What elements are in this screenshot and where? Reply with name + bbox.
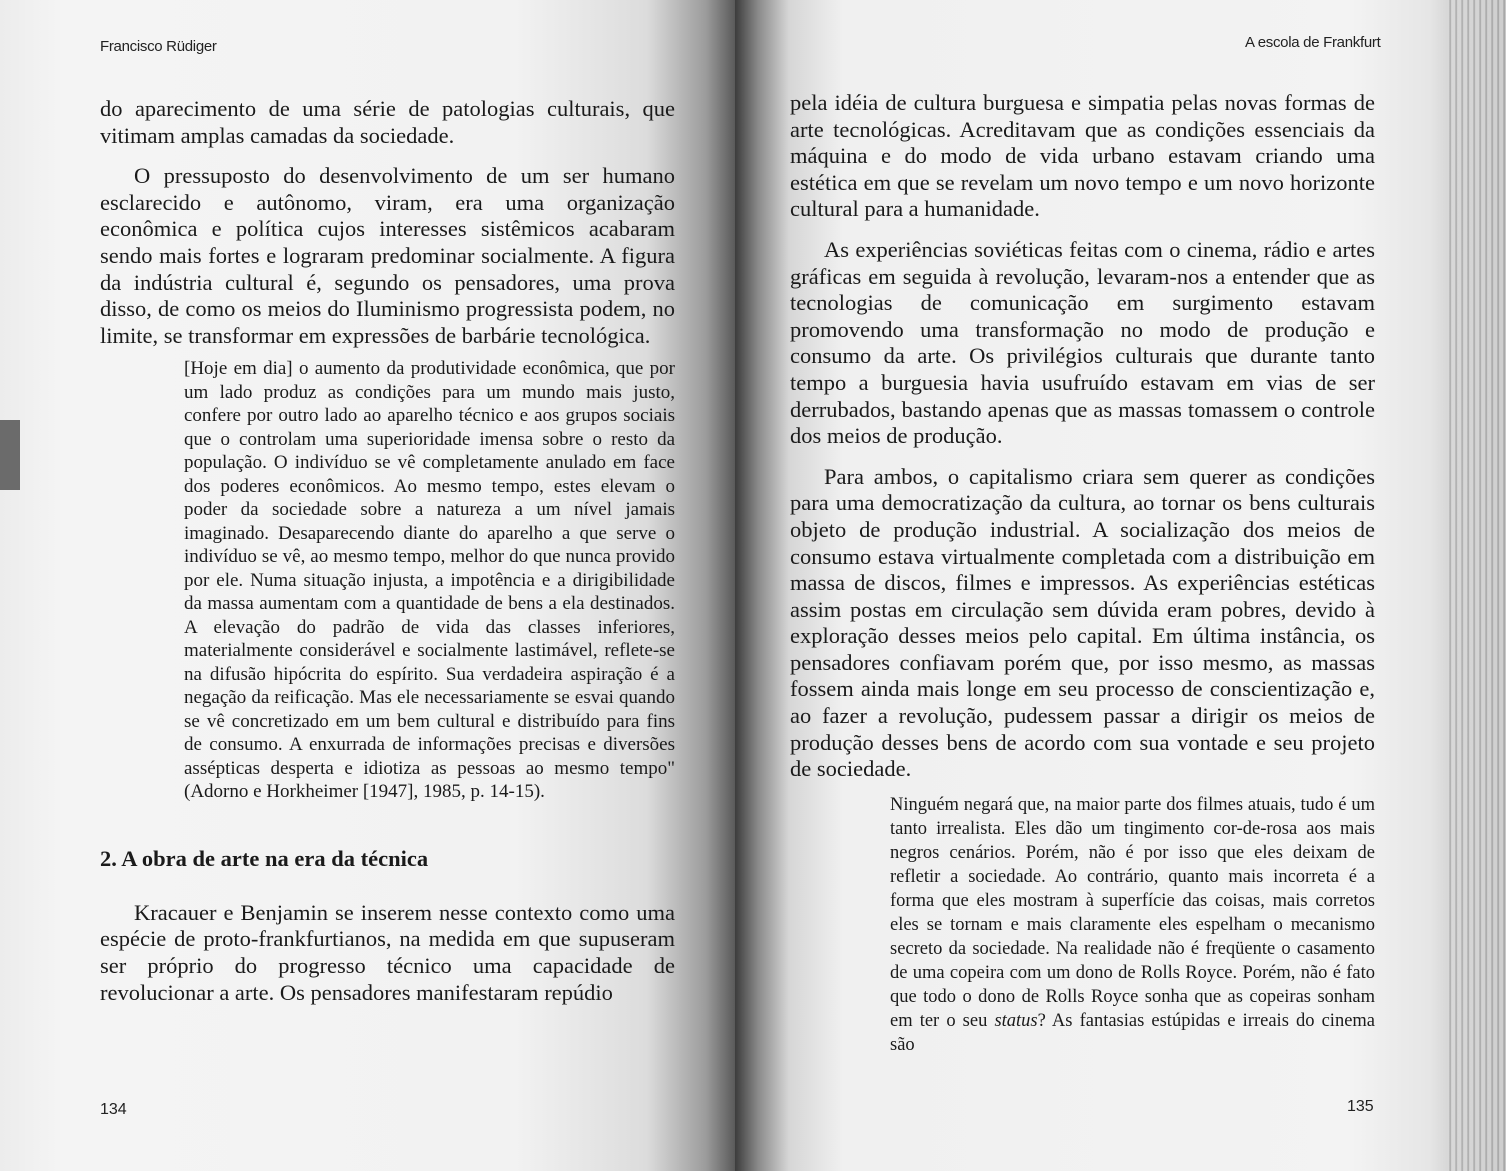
page-edge-shadow <box>0 420 20 490</box>
right-page <box>735 0 1506 1171</box>
quote-text: Ninguém negará que, na maior parte dos filmes atuais, tudo é um tanto irrealista. Eles dão um tingimento cor-de-rosa aos mais negros cenários. Porém, não é por isso que eles deixam de refletir a sociedade. Ao contrário, quanto mais incorreta é a forma que eles mostram à superfície das coisas, mais corretos eles se tornam e mais claramente eles espelham o mecanismo secreto da sociedade. Na realidade não é freqüente o casamento de uma copeira com um dono de Rolls Royce. Porém, não é fato que todo o dono de Rolls Royce sonha que as copeiras sonham em ter o seu <box>890 794 1375 1031</box>
right-paragraph-2: As experiências soviéticas feitas com o cinema, rádio e artes gráficas em seguida à revolução, levaram-nos a entender que as tecnologias de comunicação em surgimento estavam promovendo uma transformação no modo de produção e consumo da arte. Os privilégios culturais que durante tanto tempo a burguesia havia usufruído estavam em vias de ser derrubados, bastando apenas que as massas tomassem o controle dos meios de produção. <box>790 236 1375 449</box>
quote-text-end: ? As fantasias estúpidas e irreais do cinema são <box>890 1010 1376 1055</box>
right-paragraph-1: pela idéia de cultura burguesa e simpatia pelas novas formas de arte tecnológicas. Acreditavam que as condições essenciais da máquina e do modo de vida urbano estavam criando uma estética em que se revelam um novo tempo e um novo horizonte cultural para a humanidade. <box>790 90 1375 222</box>
left-text-block <box>100 96 675 1006</box>
section-heading: 2. A obra de arte na era da técnica <box>100 845 429 871</box>
left-paragraph-1: do aparecimento de uma série de patologias culturais, que vitimam amplas camadas da sociedade. <box>100 96 675 148</box>
block-quote-kracauer <box>890 793 1375 1057</box>
block-quote-adorno: [Hoje em dia] o aumento da produtividade econômica, que por um lado produz as condições para um mundo mais justo, confere por outro lado ao aparelho técnico e aos grupos sociais que o controlam uma superioridade imensa sobre o resto da população. O indivíduo se vê completamente anulado em face dos poderes econômicos. Ao mesmo tempo, estes elevam o poder da sociedade sobre a natureza a um nível jamais imaginado. Desaparecendo diante do aparelho a que serve o indivíduo se vê, ao mesmo tempo, melhor do que nunca provido por ele. Numa situação injusta, a impotência e a dirigibilidade da massa aumentam com a quantidade de bens a ela destinados. A elevação do padrão de vida das classes inferiores, materialmente considerável e socialmente lastimável, reflete-se na difusão hipócrita do espírito. Sua verdadeira aspiração é a negação da reificação. Mas ele necessariamente se esvai quando se vê concretizado em um bem cultural e distribuído para fins de consumo. A enxurrada de informações precisas e diversões assépticas desperta e idiotiza as pessoas ao mesmo tempo" (Adorno e Horkheimer [1947], 1985, p. 14-15). <box>184 358 675 803</box>
page-number-left: 134 <box>100 1101 127 1118</box>
page-edges <box>1446 0 1506 1171</box>
left-paragraph-3: Kracauer e Benjamin se inserem nesse contexto como uma espécie de proto-frankfurtianos, na medida em que supuseram ser próprio do progresso técnico uma capacidade de revolucionar a arte. Os pensadores manifestaram repúdio <box>100 899 675 1005</box>
quote-italic-status: status <box>994 1010 1038 1031</box>
right-text-block <box>790 90 1375 1057</box>
left-page <box>0 0 735 1171</box>
running-head-right: A escola de Frankfurt <box>1245 34 1381 51</box>
page-number-right: 135 <box>1347 1098 1374 1115</box>
running-head-left: Francisco Rüdiger <box>100 38 217 55</box>
right-paragraph-3: Para ambos, o capitalismo criara sem querer as condições para uma democratização da cultura, ao tornar os bens culturais objeto de produção industrial. A socialização dos meios de consumo estava virtualmente completada com a distribuição em massa de discos, filmes e impressos. As experiências estéticas assim postas em circulação sem dúvida eram pobres, devido à exploração desses meios pelo capital. Em última instância, os pensadores confiavam porém que, por isso mesmo, as massas fossem ainda mais longe em seu processo de conscientização e, ao fazer a revolução, pudessem passar a dirigir os meios de produção desses bens de acordo com sua vontade e seu projeto de sociedade. <box>790 463 1375 782</box>
left-paragraph-2: O pressuposto do desenvolvimento de um ser humano esclarecido e autônomo, viram, era uma organização econômica e política cujos interesses sistêmicos acabaram sendo mais fortes e lograram predominar socialmente. A figura da indústria cultural é, segundo os pensadores, uma prova disso, de como os meios do Iluminismo progressista podem, no limite, se transformar em expressões de barbárie tecnológica. <box>100 163 675 348</box>
